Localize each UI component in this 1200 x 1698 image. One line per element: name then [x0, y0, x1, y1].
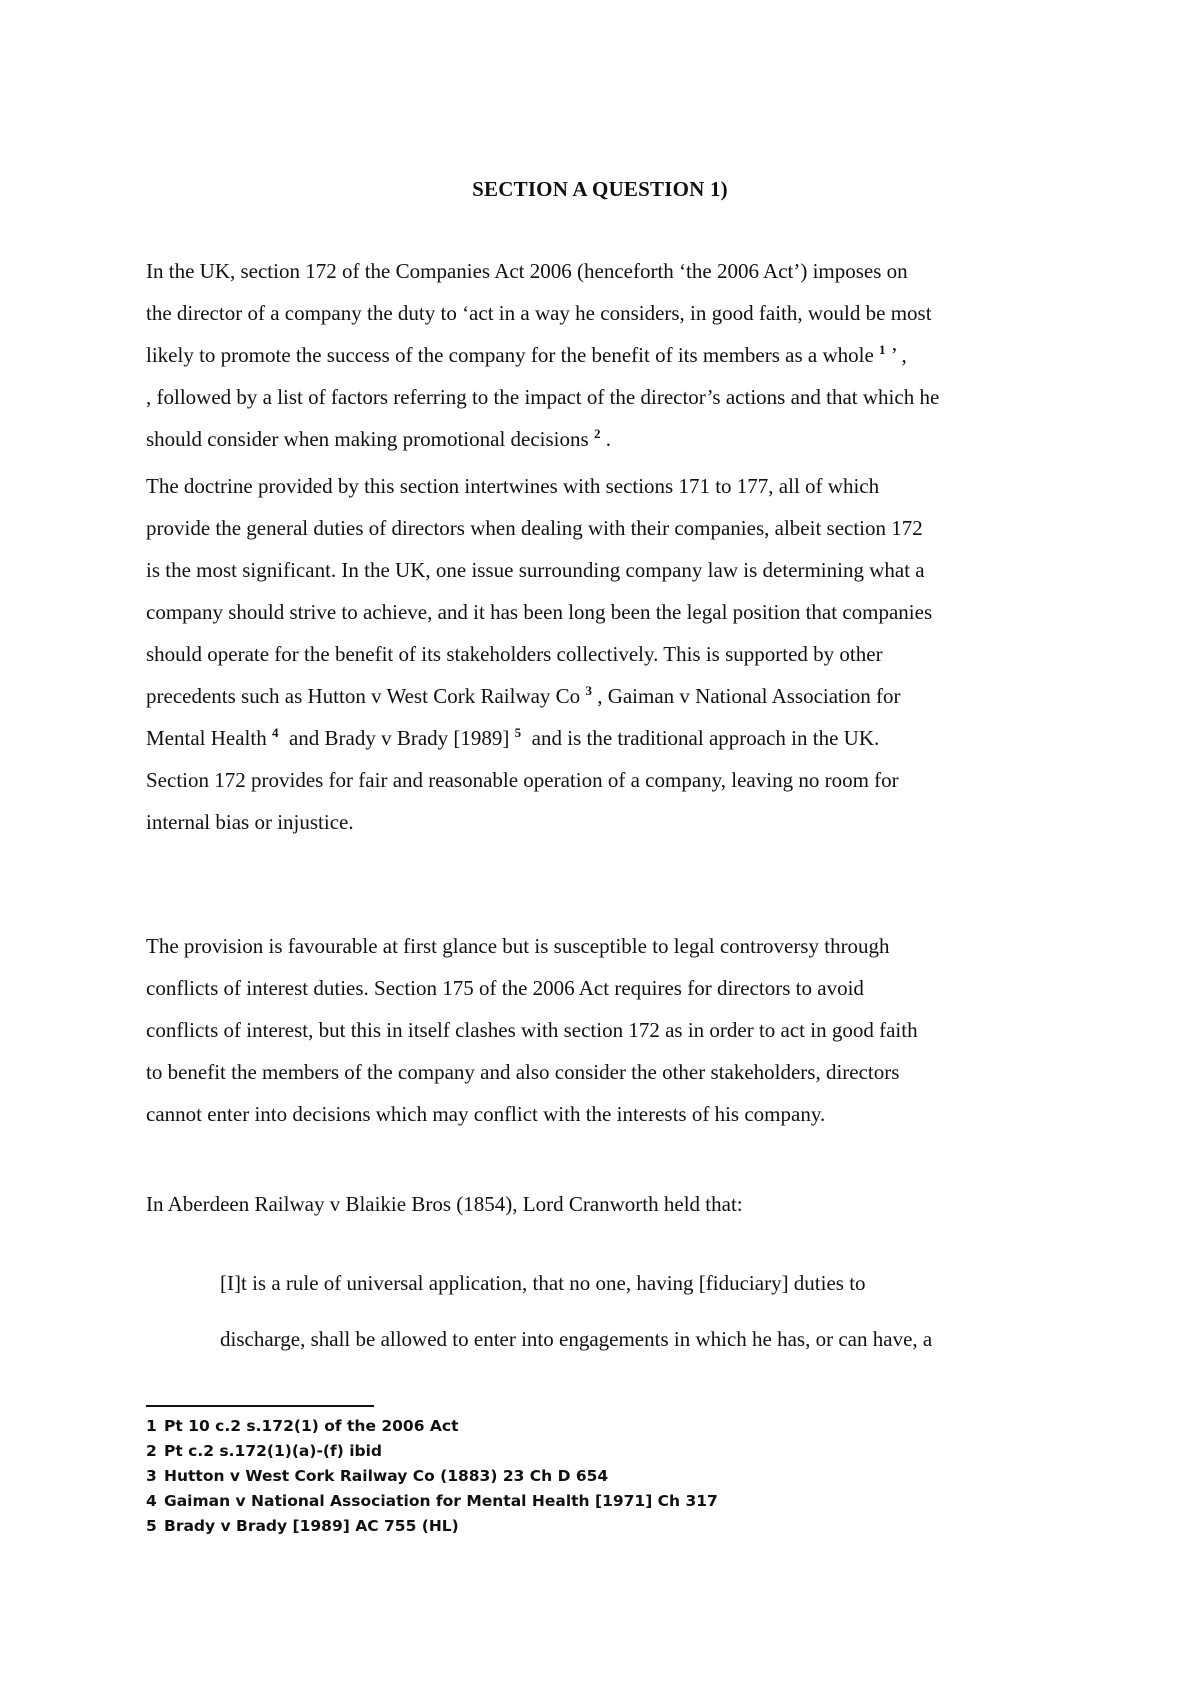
- footnote-ref-4[interactable]: 4: [271, 725, 279, 740]
- paragraph-text: Mental Health: [146, 726, 267, 750]
- footnote-1: [146, 1414, 1046, 1439]
- footnote-ref-2[interactable]: 2: [593, 426, 601, 441]
- block-quote: [220, 1255, 1080, 1367]
- footnote-separator: [146, 1405, 374, 1407]
- paragraph-line: The doctrine provided by this section intertwines with sections 171 to 177, all of which: [146, 474, 880, 498]
- paragraph-text: and Brady v Brady [1989]: [288, 726, 510, 750]
- paragraph-text: likely to promote the success of the company for the benefit of its members as a whole: [146, 343, 874, 367]
- paragraph-text: and is the traditional approach in the UK.: [531, 726, 880, 750]
- footnote-text: Pt c.2 s.172(1)(a)-(f) ibid: [164, 1442, 383, 1460]
- paragraph-text: precedents such as Hutton v West Cork Railway Co: [146, 684, 581, 708]
- paragraph-text: , Gaiman v National Association for: [597, 684, 901, 708]
- footnote-5: [146, 1514, 1046, 1539]
- footnote-text: Pt 10 c.2 s.172(1) of the 2006 Act: [164, 1417, 459, 1435]
- paragraph-line: is the most significant. In the UK, one issue surrounding company law is determining what a: [146, 558, 925, 582]
- paragraph-line: [146, 334, 1071, 376]
- paragraph-line: Section 172 provides for fair and reasonable operation of a company, leaving no room for: [146, 768, 899, 792]
- paragraph-line: The provision is favourable at first glance but is susceptible to legal controversy through: [146, 934, 890, 958]
- footnote-3: [146, 1464, 1046, 1489]
- paragraph-line: In Aberdeen Railway v Blaikie Bros (1854), Lord Cranworth held that:: [146, 1192, 743, 1216]
- paragraph-line: conflicts of interest, but this in itself clashes with section 172 as in order to act in good faith: [146, 1018, 918, 1042]
- paragraph-line: [146, 717, 1071, 759]
- footnote-number: 3: [146, 1467, 157, 1485]
- paragraph-text: should consider when making promotional decisions: [146, 427, 589, 451]
- footnote-ref-1[interactable]: 1: [879, 342, 886, 357]
- paragraph-line: [146, 418, 1071, 460]
- paragraph-1: [146, 250, 1071, 460]
- quote-line: discharge, shall be allowed to enter into engagements in which he has, or can have, a: [220, 1327, 933, 1351]
- footnote-2: [146, 1439, 1046, 1464]
- footnote-text: Hutton v West Cork Railway Co (1883) 23 Ch D 654: [164, 1467, 609, 1485]
- paragraph-2: [146, 465, 1071, 843]
- footnote-4: [146, 1489, 1046, 1514]
- paragraph-line: conflicts of interest duties. Section 175 of the 2006 Act requires for directors to avoid: [146, 976, 864, 1000]
- section-heading: SECTION A QUESTION 1): [472, 177, 728, 201]
- footnote-number: 1: [146, 1417, 157, 1435]
- paragraph-text: .: [600, 427, 611, 451]
- paragraph-line: the director of a company the duty to ‘act in a way he considers, in good faith, would be most: [146, 301, 932, 325]
- footnote-number: 5: [146, 1517, 157, 1535]
- paragraph-line: [146, 675, 1071, 717]
- paragraph-line: company should strive to achieve, and it has been long been the legal position that companies: [146, 600, 933, 624]
- footnote-text: Brady v Brady [1989] AC 755 (HL): [164, 1517, 459, 1535]
- paragraph-4: [146, 1183, 1071, 1225]
- footnote-number: 2: [146, 1442, 157, 1460]
- quote-line: [I]t is a rule of universal application, that no one, having [fiduciary] duties to: [220, 1271, 866, 1295]
- footnotes: [146, 1414, 1046, 1539]
- paragraph-line: In the UK, section 172 of the Companies Act 2006 (henceforth ‘the 2006 Act’) imposes on: [146, 259, 908, 283]
- footnote-number: 4: [146, 1492, 157, 1510]
- footnote-ref-3[interactable]: 3: [585, 683, 592, 698]
- paragraph-text: ’ ,: [885, 343, 907, 367]
- paragraph-3: [146, 925, 1071, 1135]
- paragraph-line: internal bias or injustice.: [146, 810, 354, 834]
- paragraph-line: provide the general duties of directors when dealing with their companies, albeit section 172: [146, 516, 923, 540]
- paragraph-line: cannot enter into decisions which may conflict with the interests of his company.: [146, 1102, 826, 1126]
- footnote-text: Gaiman v National Association for Mental Health [1971] Ch 317: [164, 1492, 718, 1510]
- paragraph-line: , followed by a list of factors referring to the impact of the director’s actions and that which he: [146, 385, 940, 409]
- paragraph-line: should operate for the benefit of its stakeholders collectively. This is supported by other: [146, 642, 883, 666]
- footnote-ref-5[interactable]: 5: [514, 725, 522, 740]
- paragraph-line: to benefit the members of the company and also consider the other stakeholders, directors: [146, 1060, 900, 1084]
